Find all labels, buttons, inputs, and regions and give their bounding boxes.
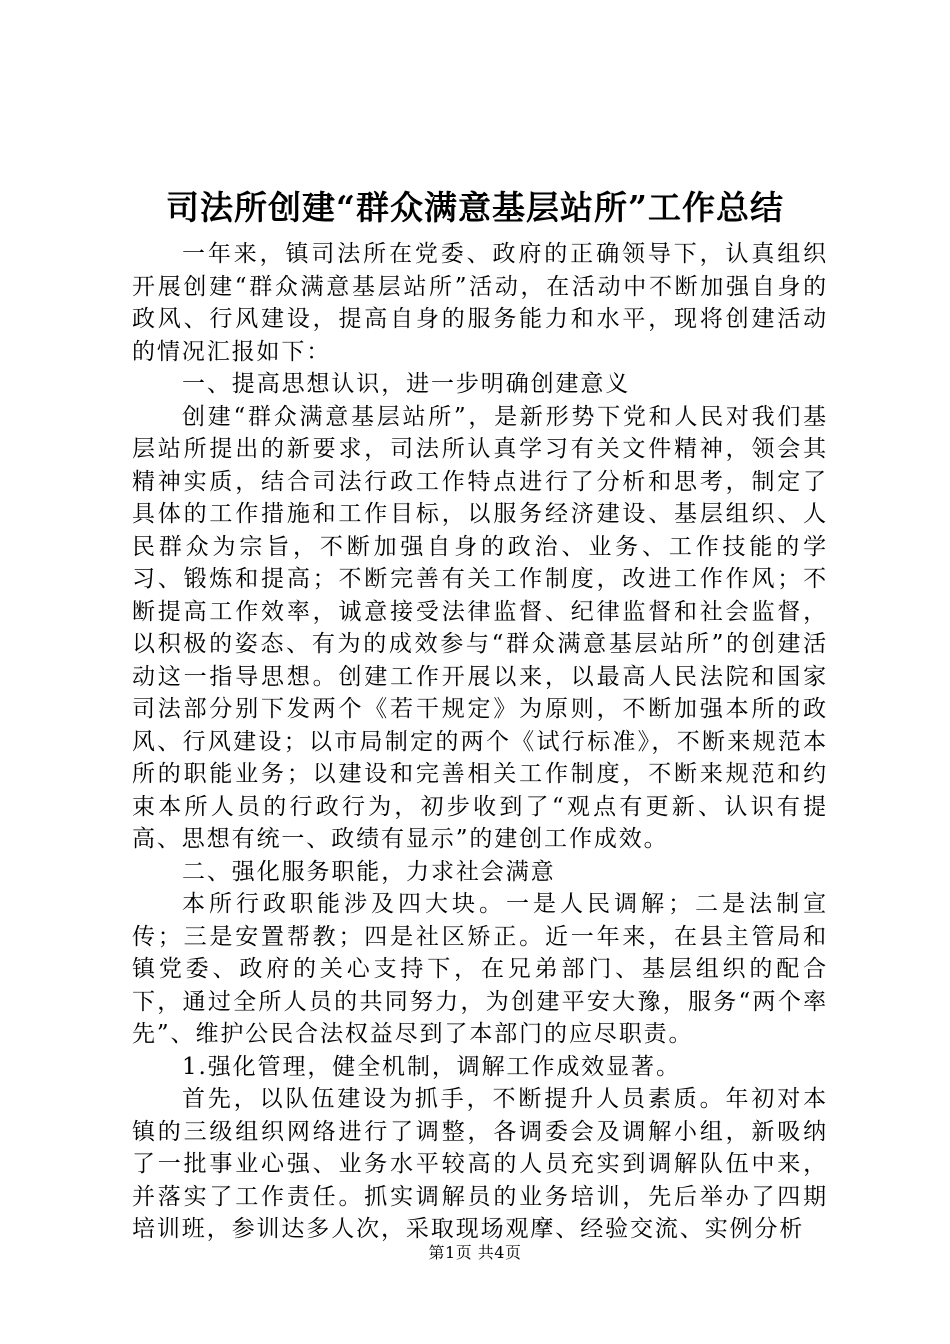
subsection-heading-1: 1.强化管理，健全机制，调解工作成效显著。 xyxy=(182,1053,681,1080)
paragraph-section-1: 创建“群众满意基层站所”，是新形势下党和人民对我们基层站所提出的新要求，司法所认真学习有关文件精神，领会其精神实质，结合司法行政工作特点进行了分析和思考，制定了具体的工作措施和工作目标，以服务经济建设、基层组织、人民群众为宗旨，不断加强自身的政治、业务、工作技能的学习、锻炼和提高；不断完善有关工作制度，改进工作作风；不断提高工作效率，诚意接受法律监督、纪律监督和社会监督，以积极的姿态、有为的成效参与“群众满意基层站所”的创建活动这一指导思想。创建工作开展以来，以最高人民法院和国家司法部分别下发两个《若干规定》为原则，不断加强本所的政风、行风建设；以市局制定的两个《试行标准》，不断来规范本所的职能业务；以建设和完善相关工作制度，不断来规范和约束本所人员的行政行为，初步收到了“观点有更新、认识有提高、思想有统一、政绩有显示”的建创工作成效。 xyxy=(132,403,828,852)
document-title: 司法所创建“群众满意基层站所”工作总结 xyxy=(166,188,784,227)
section-heading-2: 二、强化服务职能，力求社会满意 xyxy=(182,858,556,885)
paragraph-subsection-1: 首先，以队伍建设为抓手，不断提升人员素质。年初对本镇的三级组织网络进行了调整，各调委会及调解小组，新吸纳了一批事业心强、业务水平较高的人员充实到调解队伍中来，并落实了工作责任。抓实调解员的业务培训，先后举办了四期培训班，参训达多人次，采取现场观摩、经验交流、实例分析 xyxy=(132,1086,828,1242)
paragraph-section-2: 本所行政职能涉及四大块。一是人民调解；二是法制宣传；三是安置帮教；四是社区矫正。近一年来，在县主管局和镇党委、政府的关心支持下，在兄弟部门、基层组织的配合下，通过全所人员的共同努力，为创建平安大豫，服务“两个率先”、维护公民合法权益尽到了本部门的应尽职责。 xyxy=(132,891,828,1047)
section-heading-1: 一、提高思想认识，进一步明确创建意义 xyxy=(182,371,631,397)
paragraph-intro: 一年来，镇司法所在党委、政府的正确领导下，认真组织开展创建“群众满意基层站所”活动，在活动中不断加强自身的政风、行风建设，提高自身的服务能力和水平，现将创建活动的情况汇报如下： xyxy=(132,241,828,365)
page-footer: 第1页 共4页 xyxy=(428,1243,522,1262)
document-body xyxy=(132,238,828,1246)
